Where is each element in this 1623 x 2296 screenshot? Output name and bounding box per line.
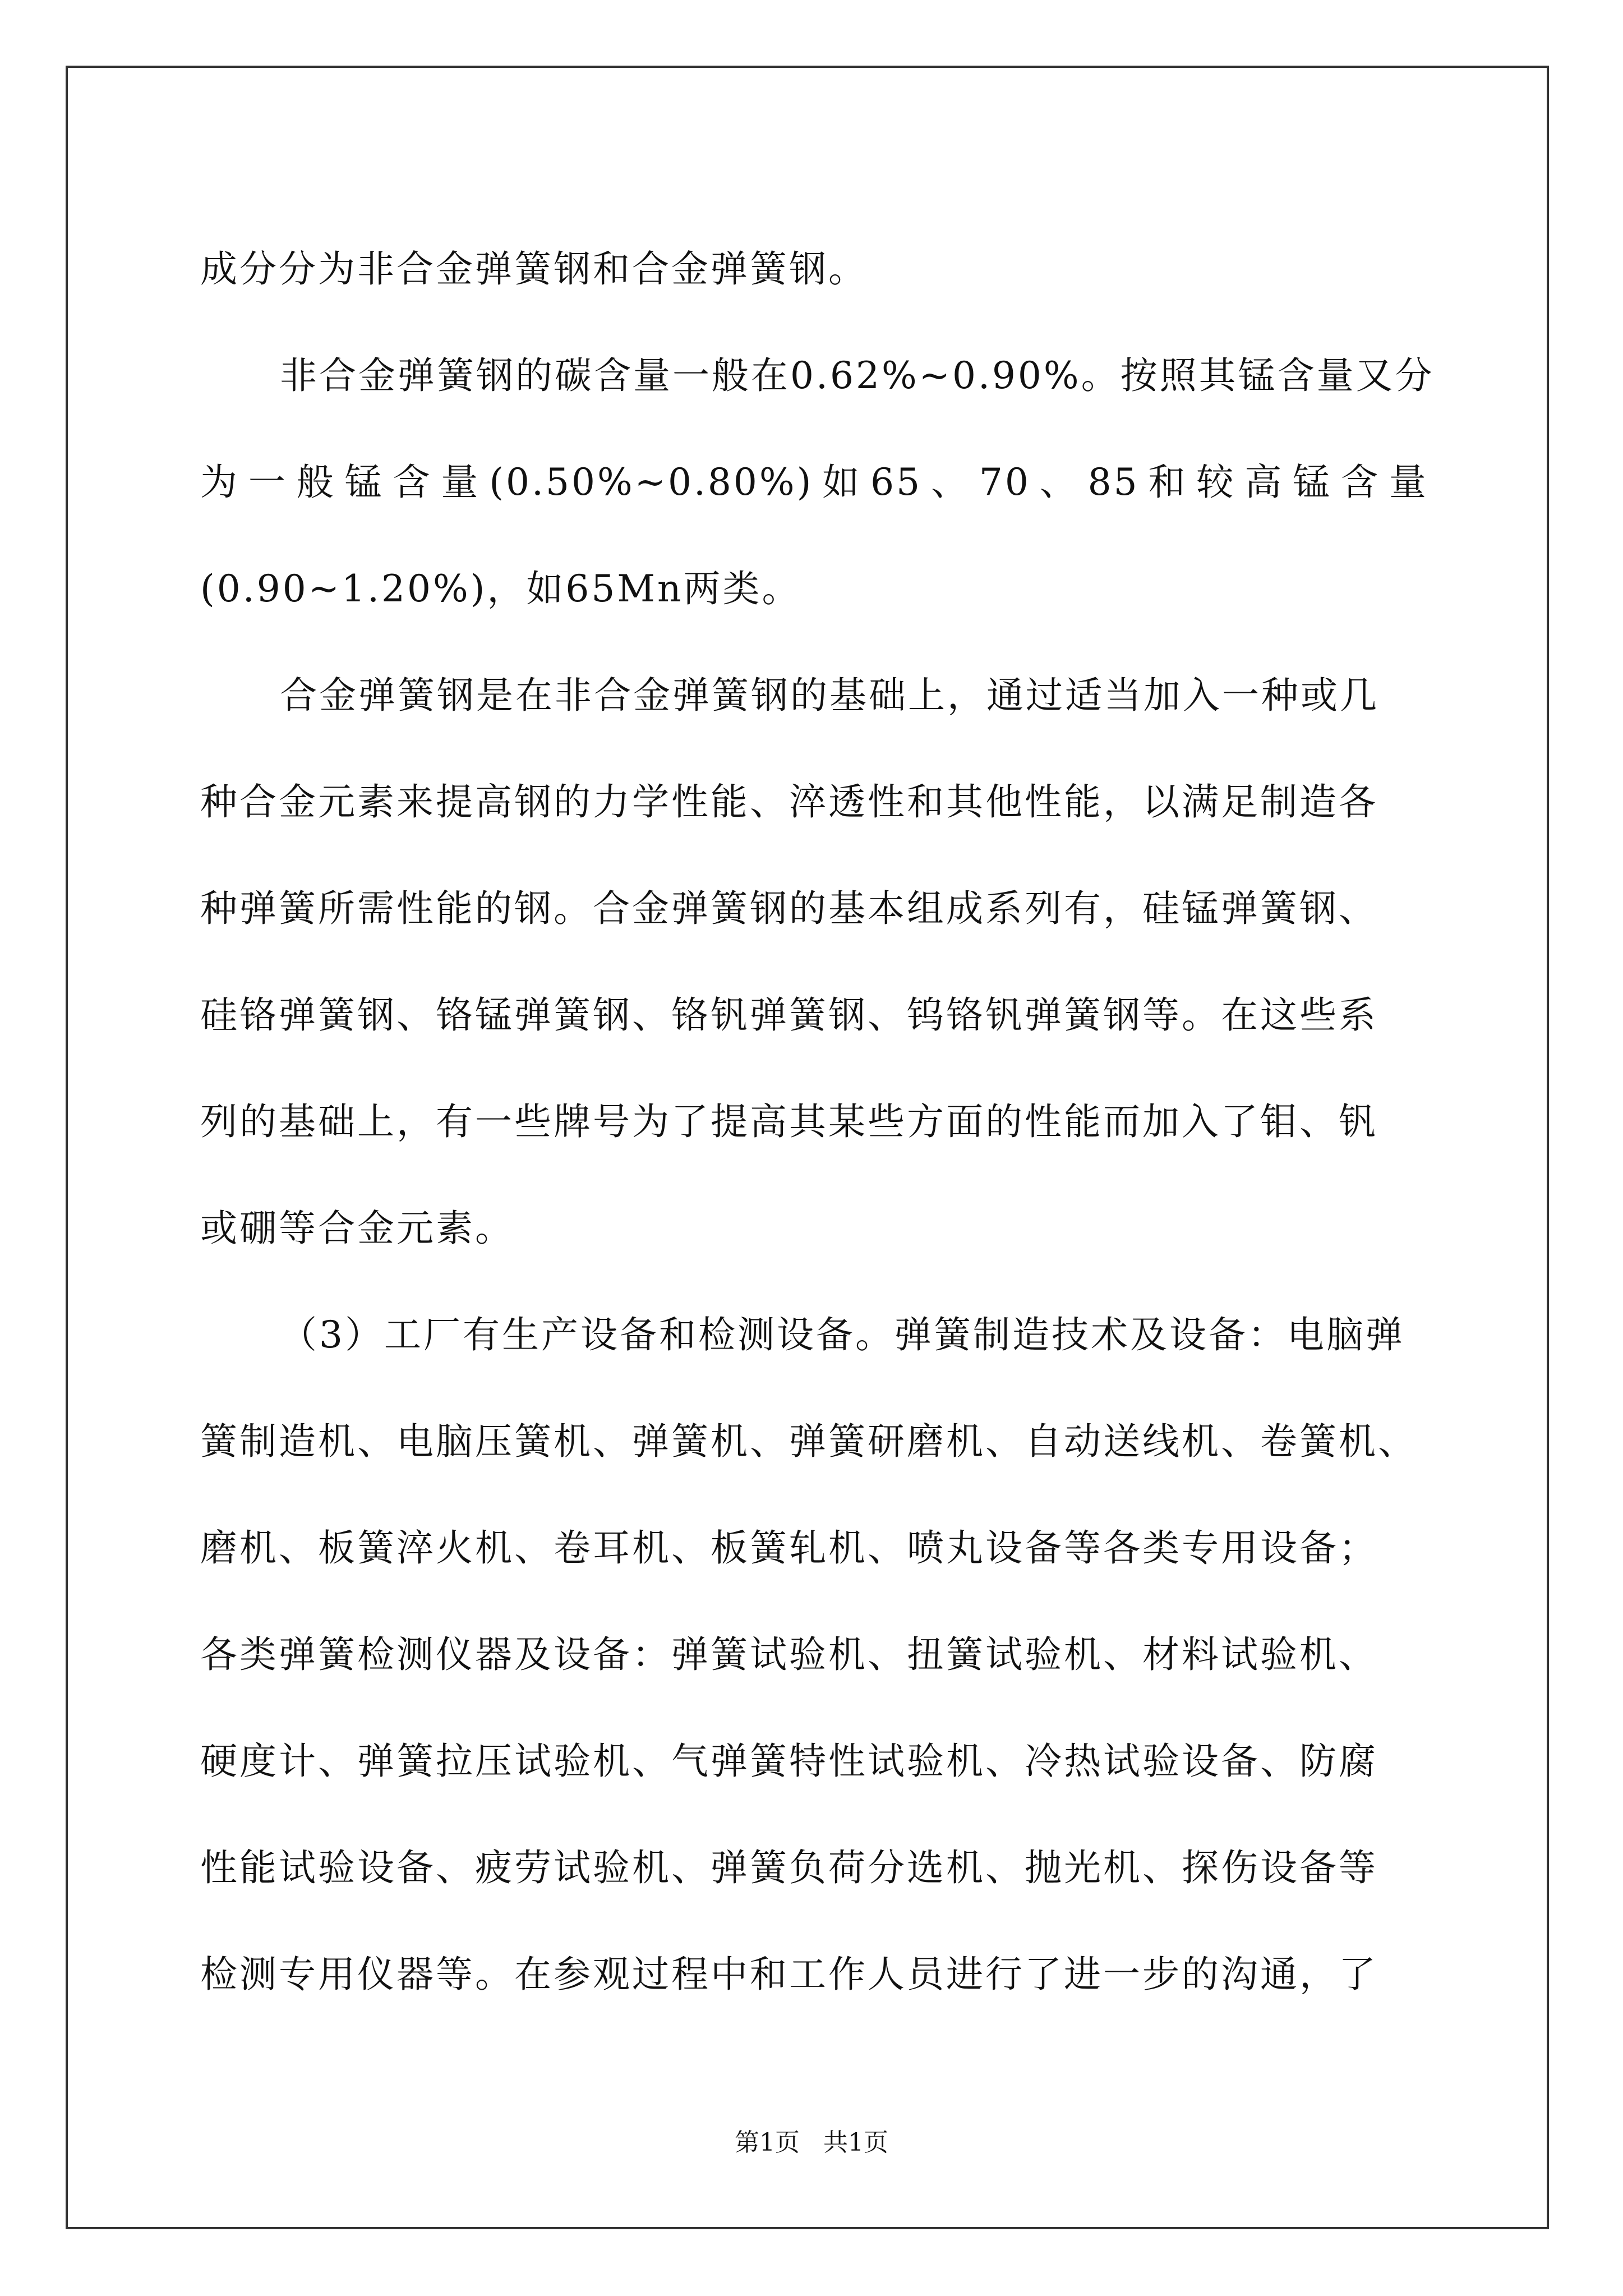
text-token: 如 <box>822 461 862 504</box>
text-token: (0.50%~0.80%) <box>489 461 814 504</box>
text-line: 各类弹簧检测仪器及设备：弹簧试验机、扭簧试验机、材料试验机、 <box>200 1633 1378 1676</box>
text-token: 高 <box>1244 461 1284 504</box>
text-token: 为 <box>200 461 239 504</box>
text-token: 、 <box>931 461 970 504</box>
text-line: 性能试验设备、疲劳试验机、弹簧负荷分选机、抛光机、探伤设备等 <box>200 1846 1378 1889</box>
text-token: 量 <box>1389 461 1428 504</box>
text-line: (0.90~1.20%)，如65Mn两类。 <box>200 567 801 610</box>
text-token: 65 <box>870 461 923 504</box>
document-body <box>200 216 1490 2028</box>
text-line: 种合金元素来提高钢的力学性能、淬透性和其他性能，以满足制造各 <box>200 780 1378 823</box>
text-line: 成分分为非合金弹簧钢和合金弹簧钢。 <box>200 247 868 291</box>
text-token: 锰 <box>344 461 384 504</box>
text-line: 磨机、板簧淬火机、卷耳机、板簧轧机、喷丸设备等各类专用设备； <box>200 1526 1378 1570</box>
text-line: 合金弹簧钢是在非合金弹簧钢的基础上，通过适当加入一种或几 <box>280 674 1379 717</box>
text-token: 70 <box>979 461 1031 504</box>
text-line: 列的基础上，有一些牌号为了提高其某些方面的性能而加入了钼、钒 <box>200 1100 1378 1143</box>
text-token: 一 <box>248 461 288 504</box>
text-token: 和 <box>1148 461 1188 504</box>
text-token: 锰 <box>1293 461 1332 504</box>
text-line: 检测专用仪器等。在参观过程中和工作人员进行了进一步的沟通，了 <box>200 1953 1378 1996</box>
text-line-justified <box>200 429 1428 536</box>
text-line: 硅铬弹簧钢、铬锰弹簧钢、铬钒弹簧钢、钨铬钒弹簧钢等。在这些系 <box>200 993 1378 1037</box>
text-token: 85 <box>1087 461 1140 504</box>
text-line: 簧制造机、电脑压簧机、弹簧机、弹簧研磨机、自动送线机、卷簧机、 <box>200 1420 1417 1463</box>
text-token: 量 <box>441 461 481 504</box>
text-token: 般 <box>296 461 336 504</box>
text-line: （3）工厂有生产设备和检测设备。弹簧制造技术及设备：电脑弹 <box>280 1313 1405 1356</box>
text-line: 种弹簧所需性能的钢。合金弹簧钢的基本组成系列有，硅锰弹簧钢、 <box>200 887 1378 930</box>
text-token: 含 <box>393 461 432 504</box>
text-token: 含 <box>1340 461 1380 504</box>
text-line: 硬度计、弹簧拉压试验机、气弹簧特性试验机、冷热试验设备、防腐 <box>200 1740 1378 1783</box>
text-line: 或硼等合金元素。 <box>200 1207 514 1250</box>
page-number-footer: 第1页 共1页 <box>735 2128 888 2157</box>
text-token: 较 <box>1196 461 1236 504</box>
text-token: 、 <box>1039 461 1079 504</box>
text-line: 非合金弹簧钢的碳含量一般在0.62%~0.90%。按照其锰含量又分 <box>280 354 1435 397</box>
